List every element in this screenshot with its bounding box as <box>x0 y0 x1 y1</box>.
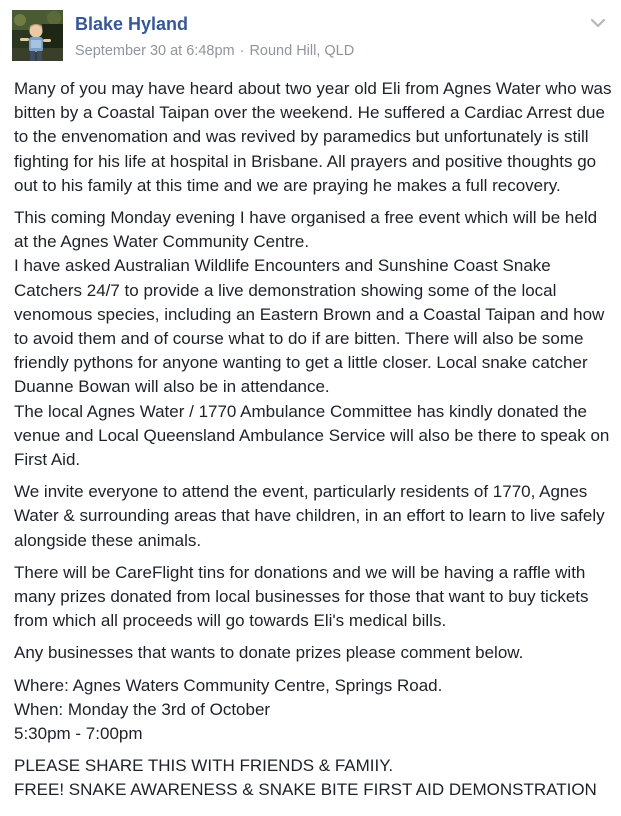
post-header <box>12 10 609 62</box>
post-paragraph-4: There will be CareFlight tins for donations and we will be having a raffle with many prizes donated from local businesses for those that want to buy tickets from which all proceeds will go towards Eli's medical bills. <box>14 562 589 631</box>
post-paragraph-3: We invite everyone to attend the event, particularly residents of 1770, Agnes Water & surrounding areas that have children, in an effort to learn to live safely alongside these animals. <box>14 482 605 550</box>
post-paragraph-1: Many of you may have heard about two year old Eli from Agnes Water who was bitten by a Coastal Taipan over the weekend. He suffered a Cardiac Arrest due to the envenomation and was revived by paramedics but unfortunately is still fighting for his life at hospital in Brisbane. All prayers and positive thoughts go out to his family at this time and we are praying he makes a full recovery. <box>14 79 612 195</box>
post-timestamp-link[interactable]: September 30 at 6:48pm <box>75 43 235 59</box>
post-body <box>14 77 614 811</box>
post-paragraph-2: This coming Monday evening I have organised a free event which will be held at the Agnes Water Community Centre. I have asked Australian Wildlife Encounters and Sunshine Coast Snake Catchers 24/7 to provide a live demonstration showing some of the local venomous species, including an Eastern Brown and a Coastal Taipan and how to avoid them and of course what to do if are bitten. There will also be some friendly pythons for anyone wanting to get a little closer. Local snake catcher Duanne Bowan will also be in attendance. The local Agnes Water / 1770 Ambulance Committee has kindly donated the venue and Local Queensland Ambulance Service will also be there to speak on First Aid. <box>14 208 610 470</box>
author-avatar[interactable] <box>12 10 63 61</box>
chevron-down-icon <box>589 14 607 32</box>
post-paragraph-7: PLEASE SHARE THIS WITH FRIENDS & FAMIIY. FREE! SNAKE AWARENESS & SNAKE BITE FIRST AID DEMONSTRATION <box>14 756 597 800</box>
post-paragraph-6: Where: Agnes Waters Community Centre, Springs Road. When: Monday the 3rd of October 5:30pm - 7:00pm <box>14 675 443 744</box>
post-meta <box>75 43 354 59</box>
post-options-button[interactable] <box>589 14 607 32</box>
avatar-photo-icon <box>12 10 63 61</box>
post-paragraph-5: Any businesses that wants to donate prizes please comment below. <box>14 643 524 663</box>
post-location-link[interactable]: Round Hill, QLD <box>249 43 355 59</box>
meta-separator: · <box>239 43 245 59</box>
author-name-link[interactable]: Blake Hyland <box>75 14 189 34</box>
